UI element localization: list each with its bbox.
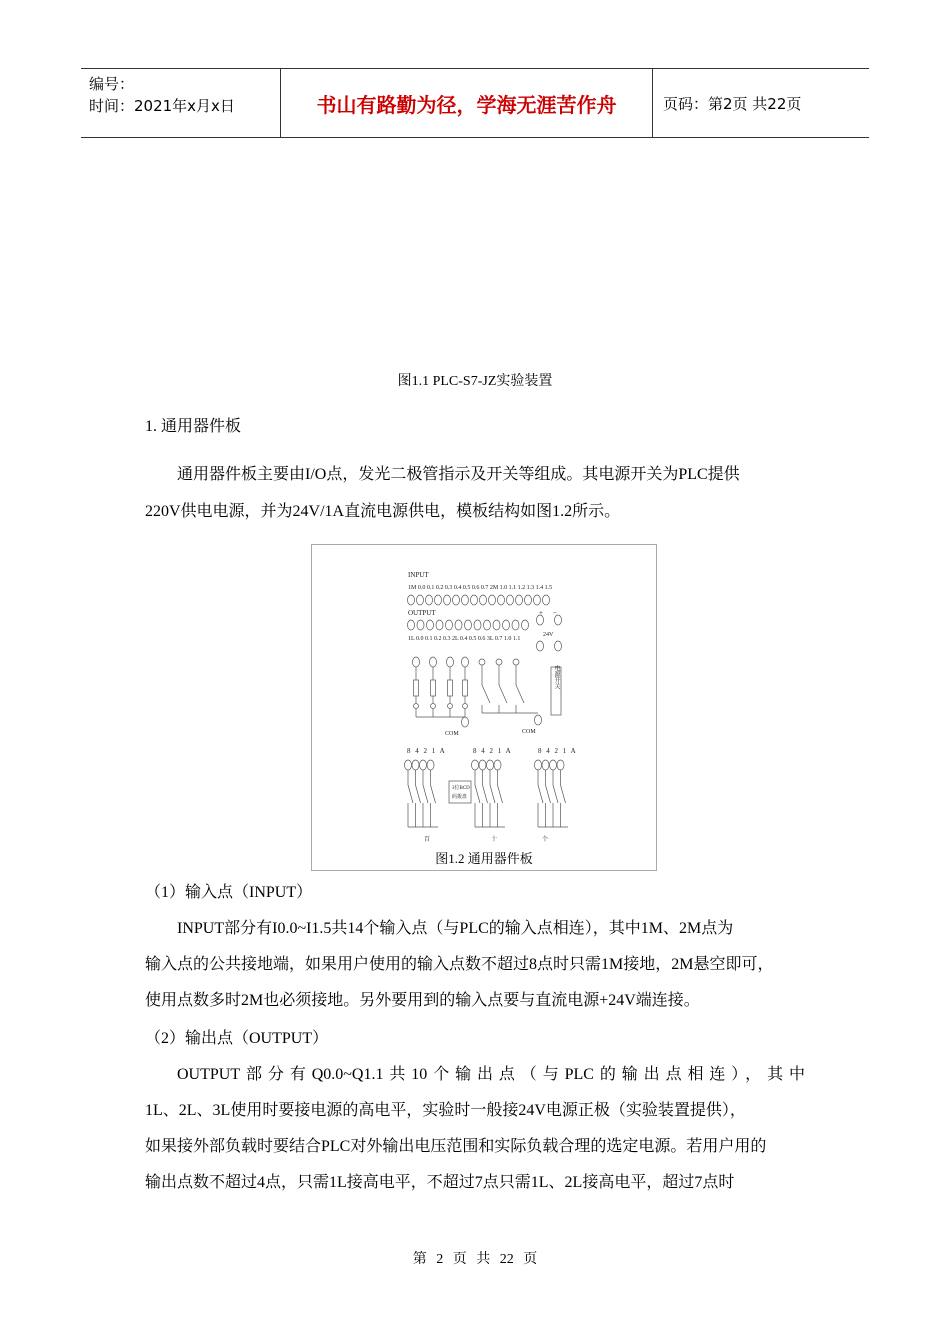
output-terminal — [484, 620, 491, 630]
input-terminal — [507, 595, 514, 605]
plus-label: + — [539, 609, 543, 617]
bcd-terminal — [427, 760, 434, 770]
bcd-dial-label-2: 码拨盘 — [452, 795, 468, 800]
output-terminal — [436, 620, 443, 630]
subsection-2-heading: （2）输出点（OUTPUT） — [145, 1030, 329, 1047]
subsection-2-line-3: 如果接外部负载时要结合PLC对外输出电压范围和实际负载合理的选定电源。若用户用的 — [145, 1138, 767, 1155]
led-terminal — [413, 657, 420, 667]
bcd-switch — [431, 785, 436, 803]
power-terminal — [555, 641, 562, 651]
section-intro-line-2: 220V供电电源，并为24V/1A直流电源供电，模板结构如图1.2所示。 — [145, 503, 621, 520]
bcd-terminal — [405, 760, 412, 770]
input-terminal — [543, 595, 550, 605]
bcd-switch — [483, 785, 488, 803]
subsection-2-line-4: 输出点数不超过4点，只需1L接高电平，不超过7点只需1L、2L接高电平，超过7点时 — [145, 1174, 735, 1191]
header-motto: 书山有路勤为径，学海无涯苦作舟 — [281, 69, 653, 137]
output-terminal — [427, 620, 434, 630]
subsection-2-line-1: OUTPUT部分有Q0.0~Q1.1共10个输出点（与PLC的输出点相连），其中 — [177, 1066, 805, 1083]
board-diagram — [312, 545, 656, 870]
page-footer: 第 2 页 共 22 页 — [412, 1252, 538, 1267]
power-terminal — [555, 615, 562, 625]
input-label: INPUT — [408, 571, 429, 579]
figure-2-caption: 图1.2 通用器件板 — [435, 851, 533, 866]
header-meta — [81, 69, 281, 137]
input-terminal — [498, 595, 505, 605]
input-terminal — [453, 595, 460, 605]
diagram-shapes — [405, 595, 569, 827]
bcd-terminal — [472, 760, 479, 770]
page-header — [81, 68, 869, 138]
switch-terminal — [479, 659, 485, 665]
bcd-terminal — [487, 760, 494, 770]
input-terminal — [408, 595, 415, 605]
bcd-terminal — [557, 760, 564, 770]
bcd-switch — [553, 785, 558, 803]
bcd-switch — [475, 785, 480, 803]
subsection-1-line-2: 输入点的公共接地端，如果用户使用的输入点数不超过8点时只需1M接地，2M悬空即可， — [145, 956, 774, 973]
bcd-weights-2: 8 4 2 1 A — [473, 747, 511, 755]
output-terminal — [417, 620, 424, 630]
bcd-terminal — [542, 760, 549, 770]
switch-blade — [499, 685, 507, 703]
subsection-1-line-3: 使用点数多时2M也必须接地。另外要用到的输入点要与直流电源+24V端连接。 — [145, 992, 700, 1009]
resistor — [448, 680, 453, 696]
bcd-switch — [498, 785, 503, 803]
subsection-1-heading: （1）输入点（INPUT） — [145, 884, 313, 901]
figure-2 — [311, 544, 657, 871]
switch-blade — [482, 685, 490, 703]
output-terminal — [455, 620, 462, 630]
input-terminal — [426, 595, 433, 605]
section-heading: 1. 通用器件板 — [145, 418, 242, 435]
switch-blade — [516, 685, 524, 703]
subsection-1-line-1: INPUT部分有I0.0~I1.5共14个输入点（与PLC的输入点相连），其中1M、2M点为 — [177, 920, 734, 937]
figure-1-caption: 图1.1 PLC-S7-JZ实验装置 — [397, 374, 553, 389]
output-terminal — [465, 620, 472, 630]
bcd-dial-label-1: 3位BCD — [452, 786, 470, 791]
digit-hundreds: 百 — [424, 837, 431, 843]
bcd-switch — [490, 785, 495, 803]
output-terminal-row: 1L 0.0 0.1 0.2 0.3 2L 0.4 0.5 0.6 3L 0.7 1.0 1.1 — [408, 636, 521, 642]
output-terminal — [522, 620, 529, 630]
bcd-terminal — [550, 760, 557, 770]
doc-number-label: 编号： — [89, 75, 135, 93]
output-terminal — [408, 620, 415, 630]
switch-terminal — [496, 659, 502, 665]
section-intro-line-1: 通用器件板主要由I/O点，发光二极管指示及开关等组成。其电源开关为PLC提供 — [177, 466, 740, 483]
input-terminal — [471, 595, 478, 605]
led-terminal — [430, 657, 437, 667]
led — [431, 704, 436, 709]
subsection-2-line-2: 1L、2L、3L使用时要接电源的高电平，实验时一般接24V电源正极（实验装置提供）， — [145, 1102, 746, 1119]
com-label-2: COM — [522, 729, 536, 735]
input-terminal — [516, 595, 523, 605]
input-terminal — [480, 595, 487, 605]
bcd-terminal — [412, 760, 419, 770]
power-switch-label: 电源开关 — [553, 665, 559, 689]
bcd-terminal — [494, 760, 501, 770]
bcd-switch — [416, 785, 421, 803]
digit-tens: 十 — [491, 837, 498, 843]
input-terminal — [525, 595, 532, 605]
bcd-terminal — [420, 760, 427, 770]
bcd-terminal — [535, 760, 542, 770]
bcd-switch — [423, 785, 428, 803]
input-terminal — [534, 595, 541, 605]
input-terminal — [462, 595, 469, 605]
doc-date-label: 时间：2021年x月x日 — [89, 97, 235, 115]
digit-ones: 个 — [542, 837, 549, 843]
input-terminal — [489, 595, 496, 605]
led — [448, 704, 453, 709]
com-terminal — [462, 717, 469, 727]
led-terminal — [447, 657, 454, 667]
bcd-weights-1: 8 4 2 1 A — [407, 747, 445, 755]
output-terminal — [474, 620, 481, 630]
switch-terminal — [513, 659, 519, 665]
output-terminal — [493, 620, 500, 630]
output-terminal — [446, 620, 453, 630]
output-label: OUTPUT — [408, 609, 436, 617]
bcd-switch — [408, 785, 413, 803]
output-terminal — [512, 620, 519, 630]
com-label-1: COM — [445, 731, 459, 737]
bcd-terminal — [479, 760, 486, 770]
input-terminal — [435, 595, 442, 605]
led — [414, 704, 419, 709]
led — [463, 704, 468, 709]
resistor — [414, 680, 419, 696]
header-page-info: 页码：第2页 共22页 — [663, 94, 802, 113]
resistor — [431, 680, 436, 696]
bcd-weights-3: 8 4 2 1 A — [538, 747, 576, 755]
led-terminal — [462, 657, 469, 667]
resistor — [463, 680, 468, 696]
voltage-label: 24V — [543, 632, 554, 638]
bcd-switch — [538, 785, 543, 803]
com-terminal — [535, 715, 542, 725]
bcd-switch — [546, 785, 551, 803]
bcd-switch — [561, 785, 566, 803]
input-terminal — [417, 595, 424, 605]
minus-label: − — [553, 609, 557, 617]
power-terminal — [537, 641, 544, 651]
output-terminal — [503, 620, 510, 630]
input-terminal — [444, 595, 451, 605]
input-terminal-row: 1M 0.0 0.1 0.2 0.3 0.4 0.5 0.6 0.7 2M 1.0 1.1 1.2 1.3 1.4 1.5 — [408, 585, 553, 591]
